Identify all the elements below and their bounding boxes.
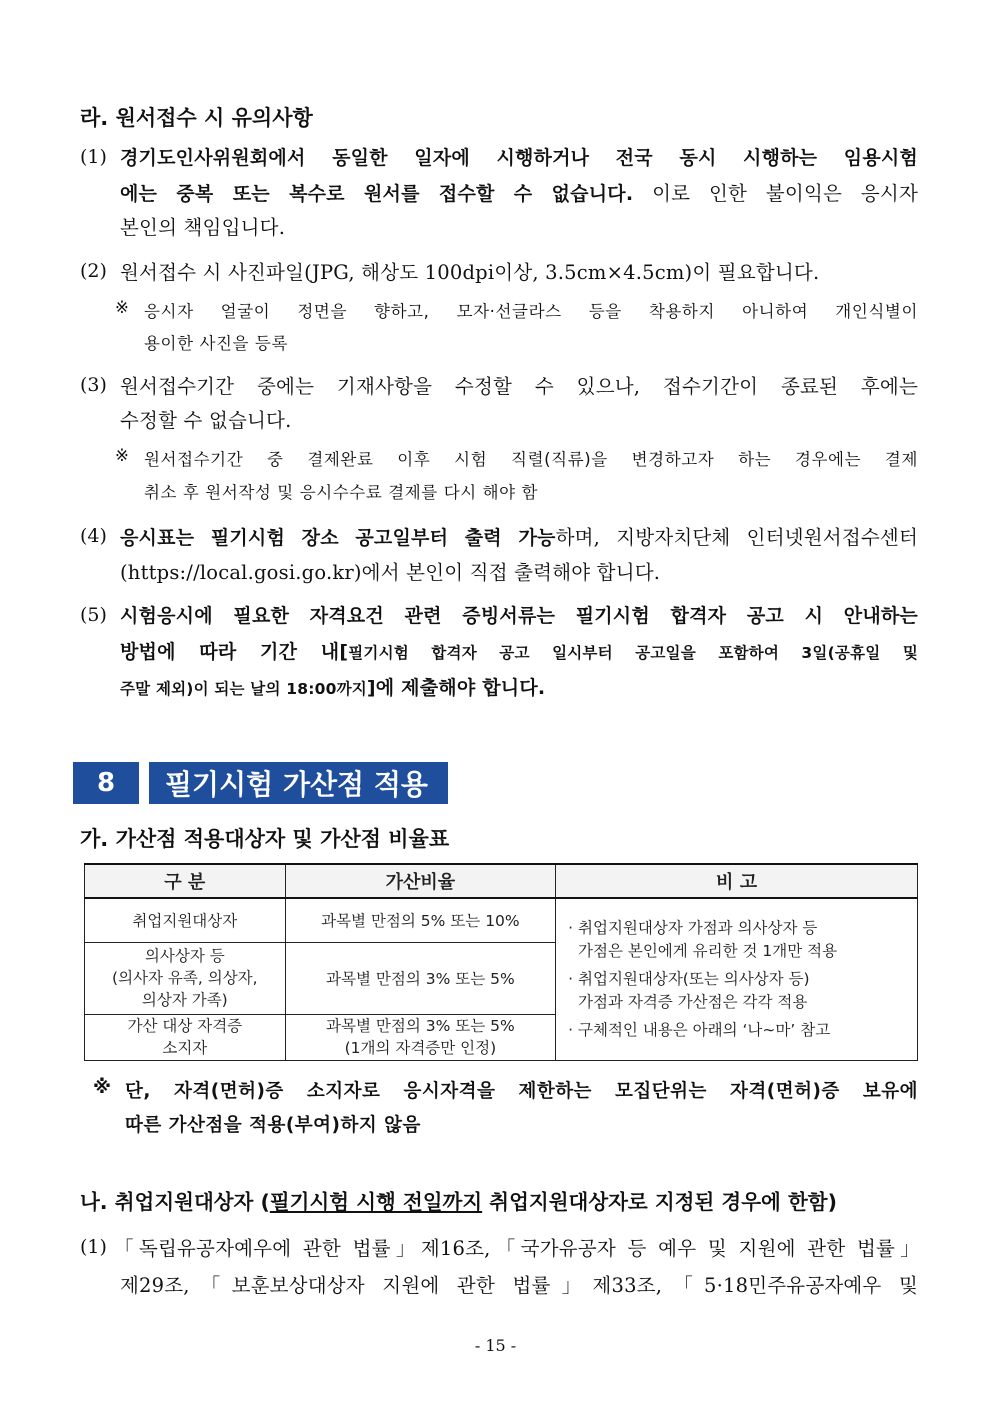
- remark-line: 가점과 자격증 가산점은 각각 적용: [568, 993, 808, 1011]
- item1-number: (1): [80, 146, 107, 168]
- table-header-remark: 비 고: [556, 864, 918, 898]
- item4-line1-rest: 하며, 지방자치단체 인터넷원서접수센터: [555, 526, 918, 549]
- item5-line3-a: 주말 제외)이 되는 날의 18:00까지: [120, 680, 367, 698]
- section-na-heading-underlined: 필기시험 시행 전일까지: [269, 1190, 483, 1214]
- item1-line2: [120, 178, 918, 206]
- table-note-mark: ※: [93, 1077, 112, 1098]
- item1-line3: 본인의 책임입니다.: [120, 216, 286, 239]
- item2-line1: 원서접수 시 사진파일(JPG, 해상도 100dpi이상, 3.5cm×4.5cm)이 필요합니다.: [120, 261, 820, 284]
- remark-line: · 취업지원대상자 가점과 의사상자 등: [568, 918, 818, 937]
- na-item1-line1: 「독립유공자예우에 관한 법률」제16조,「국가유공자 등 예우 및 지원에 관한 법률」: [114, 1237, 920, 1260]
- section-na-heading: 나. 취업지원대상자 (필기시험 시행 전일까지 취업지원대상자로 지정된 경우에 한함): [80, 1190, 837, 1214]
- table-cell-category: 의사상자 등 (의사자 유족, 의상자, 의상자 가족): [85, 942, 286, 1014]
- item2-note-line1: 응시자 얼굴이 정면을 향하고, 모자·선글라스 등을 착용하지 아니하여 개인식별이: [144, 302, 918, 321]
- table-header-ratio: 가산비율: [285, 864, 556, 898]
- table-header-row: [85, 864, 918, 898]
- table-note-line1: 단, 자격(면허)증 소지자로 응시자격을 제한하는 모집단위는 자격(면허)증 보유에: [125, 1081, 918, 1102]
- item5-line1: 시험응시에 필요한 자격요건 관련 증빙서류는 필기시험 합격자 공고 시 안내하는: [120, 605, 918, 627]
- table-cell-category: 취업지원대상자: [85, 898, 286, 942]
- section-ra-heading: 라. 원서접수 시 유의사항: [80, 106, 313, 130]
- item1-line2-bold: 에는 중복 또는 복수로 원서를 접수할 수 없습니다.: [120, 183, 634, 205]
- item5-line2-b: 필기시험 합격자 공고 일시부터 공고일을 포함하여 3일(공휴일 및: [348, 644, 918, 662]
- na-item1-number: (1): [80, 1236, 107, 1258]
- table-cell-ratio: 과목별 만점의 5% 또는 10%: [285, 898, 556, 942]
- table-row: [85, 898, 918, 942]
- item3-note-mark: ※: [115, 446, 130, 465]
- item5-line2: [120, 637, 918, 664]
- section8-number-badge: 8: [73, 762, 139, 804]
- item3-note-line1: 원서접수기간 중 결제완료 이후 시험 직렬(직류)을 변경하고자 하는 경우에는 결제: [144, 450, 918, 469]
- item4-line2: (https://local.gosi.go.kr)에서 본인이 직접 출력해야 합니다.: [120, 561, 661, 584]
- item3-line2: 수정할 수 없습니다.: [120, 409, 292, 432]
- table-cell-ratio: 과목별 만점의 3% 또는 5% (1개의 자격증만 인정): [285, 1014, 556, 1060]
- section-ga-heading: 가. 가산점 적용대상자 및 가산점 비율표: [80, 827, 450, 851]
- remark-line: · 구체적인 내용은 아래의 ‘나∼마’ 참고: [568, 1020, 831, 1039]
- bonus-points-table: [84, 863, 918, 1061]
- item5-number: (5): [80, 604, 107, 626]
- item4-line1-bold: 응시표는 필기시험 장소 공고일부터 출력 가능: [120, 527, 556, 549]
- item5-line2-a: 방법에 따라 기간 내[: [120, 641, 349, 663]
- table-cell-ratio: 과목별 만점의 3% 또는 5%: [285, 942, 556, 1014]
- remark-line: 가점은 본인에게 유리한 것 1개만 적용: [568, 942, 838, 960]
- item2-note-mark: ※: [115, 298, 130, 317]
- table-header-category: 구 분: [85, 864, 286, 898]
- table-note-line2: 따른 가산점을 적용(부여)하지 않음: [125, 1115, 421, 1136]
- item1-line1: 경기도인사위원회에서 동일한 일자에 시행하거나 전국 동시 시행하는 임용시험: [120, 147, 918, 169]
- item2-note-line2: 용이한 사진을 등록: [144, 334, 289, 353]
- item4-number: (4): [80, 525, 107, 547]
- item1-line2-rest: 이로 인한 불이익은 응시자: [633, 182, 918, 205]
- item5-line3: [120, 673, 545, 700]
- item3-line1: 원서접수기간 중에는 기재사항을 수정할 수 있으나, 접수기간이 종료된 후에는: [120, 375, 918, 398]
- item5-line3-b: ]에 제출해야 합니다.: [366, 677, 546, 699]
- page-number: - 15 -: [474, 1336, 517, 1355]
- item2-number: (2): [80, 260, 107, 282]
- remark-line: · 취업지원대상자(또는 의사상자 등): [568, 969, 810, 988]
- item3-number: (3): [80, 374, 107, 396]
- section8-title-badge: 필기시험 가산점 적용: [149, 762, 448, 804]
- table-cell-category: 가산 대상 자격증 소지자: [85, 1014, 286, 1060]
- item4-line1: [120, 522, 918, 550]
- table-cell-remark: [556, 898, 918, 1060]
- na-item1-line2: 제29조,「보훈보상대상자 지원에 관한 법률」제33조,「5·18민주유공자예우 및: [120, 1274, 918, 1297]
- item3-note-line2: 취소 후 원서작성 및 응시수수료 결제를 다시 해야 함: [144, 483, 539, 502]
